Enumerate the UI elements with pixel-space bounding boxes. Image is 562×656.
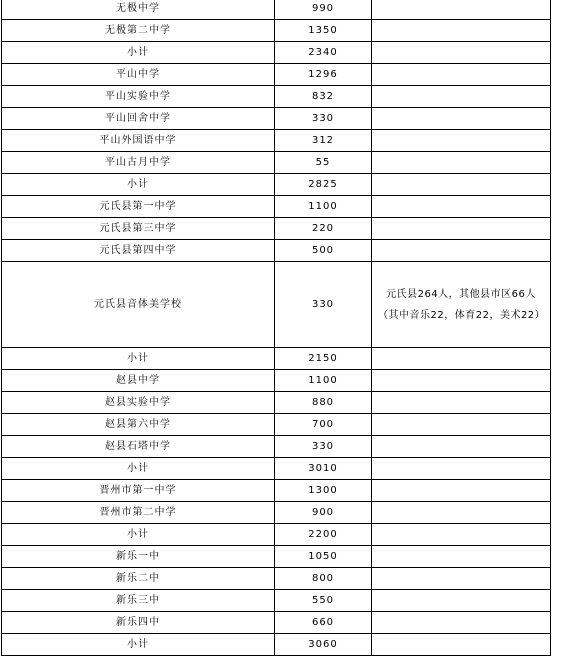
enrollment-count-cell: 55 (275, 152, 372, 174)
enrollment-count-cell: 3060 (275, 634, 372, 656)
table-row (2, 152, 551, 174)
school-name-cell: 新乐二中 (2, 568, 275, 590)
enrollment-count-cell: 330 (275, 436, 372, 458)
table-row (2, 86, 551, 108)
school-name-cell: 赵县中学 (2, 370, 275, 392)
remark-cell (372, 152, 551, 174)
enrollment-count-cell: 2150 (275, 348, 372, 370)
table-row (2, 436, 551, 458)
enrollment-count-cell: 1050 (275, 546, 372, 568)
enrollment-count-cell: 2340 (275, 42, 372, 64)
remark-cell (372, 612, 551, 634)
table-row (2, 20, 551, 42)
school-name-cell: 赵县石塔中学 (2, 436, 275, 458)
table-row (2, 262, 551, 348)
enrollment-count-cell: 660 (275, 612, 372, 634)
school-name-cell: 晋州市第一中学 (2, 480, 275, 502)
enrollment-count-cell: 800 (275, 568, 372, 590)
remark-cell (372, 218, 551, 240)
school-name-cell: 新乐四中 (2, 612, 275, 634)
enrollment-count-cell: 220 (275, 218, 372, 240)
table-row (2, 480, 551, 502)
enrollment-count-cell: 312 (275, 130, 372, 152)
table-row (2, 108, 551, 130)
enrollment-count-cell: 832 (275, 86, 372, 108)
school-name-cell: 元氏县第一中学 (2, 196, 275, 218)
school-name-cell: 小计 (2, 458, 275, 480)
enrollment-count-cell: 330 (275, 108, 372, 130)
subtotal-row (2, 348, 551, 370)
table-row (2, 218, 551, 240)
enrollment-count-cell: 500 (275, 240, 372, 262)
subtotal-row (2, 174, 551, 196)
enrollment-count-cell: 1100 (275, 370, 372, 392)
remark-cell (372, 392, 551, 414)
remark-cell (372, 436, 551, 458)
school-name-cell: 无极中学 (2, 0, 275, 20)
remark-cell (372, 348, 551, 370)
enrollment-table (1, 0, 551, 656)
remark-cell (372, 458, 551, 480)
school-name-cell: 元氏县音体美学校 (2, 262, 275, 348)
remark-cell (372, 86, 551, 108)
remark-cell (372, 524, 551, 546)
enrollment-count-cell: 3010 (275, 458, 372, 480)
school-name-cell: 新乐三中 (2, 590, 275, 612)
subtotal-row (2, 524, 551, 546)
table-row (2, 590, 551, 612)
school-name-cell: 平山古月中学 (2, 152, 275, 174)
school-name-cell: 平山外国语中学 (2, 130, 275, 152)
school-name-cell: 元氏县第三中学 (2, 218, 275, 240)
remark-cell (372, 64, 551, 86)
school-name-cell: 小计 (2, 634, 275, 656)
enrollment-count-cell: 1300 (275, 480, 372, 502)
table-row (2, 392, 551, 414)
school-name-cell: 小计 (2, 42, 275, 64)
subtotal-row (2, 634, 551, 656)
enrollment-count-cell: 900 (275, 502, 372, 524)
remark-cell (372, 480, 551, 502)
school-name-cell: 晋州市第二中学 (2, 502, 275, 524)
remark-cell (372, 370, 551, 392)
enrollment-count-cell: 2825 (275, 174, 372, 196)
remark-cell (372, 546, 551, 568)
remark-cell (372, 590, 551, 612)
school-name-cell: 新乐一中 (2, 546, 275, 568)
school-name-cell: 小计 (2, 524, 275, 546)
table-row (2, 546, 551, 568)
remark-cell (372, 502, 551, 524)
remark-cell (372, 414, 551, 436)
school-name-cell: 小计 (2, 174, 275, 196)
remark-cell (372, 174, 551, 196)
remark-cell (372, 240, 551, 262)
table-row (2, 0, 551, 20)
remark-cell (372, 20, 551, 42)
table-row (2, 64, 551, 86)
remark-cell (372, 196, 551, 218)
table-row (2, 414, 551, 436)
school-name-cell: 平山实验中学 (2, 86, 275, 108)
table-row (2, 502, 551, 524)
school-name-cell: 赵县实验中学 (2, 392, 275, 414)
subtotal-row (2, 42, 551, 64)
remark-cell: 元氏县264人，其他县市区66人（其中音乐22，体育22，美术22） (372, 262, 551, 348)
enrollment-count-cell: 880 (275, 392, 372, 414)
enrollment-count-cell: 2200 (275, 524, 372, 546)
table-row (2, 196, 551, 218)
table-row (2, 568, 551, 590)
table-row (2, 370, 551, 392)
enrollment-count-cell: 550 (275, 590, 372, 612)
remark-cell (372, 568, 551, 590)
school-name-cell: 小计 (2, 348, 275, 370)
school-name-cell: 赵县第六中学 (2, 414, 275, 436)
enrollment-count-cell: 700 (275, 414, 372, 436)
remark-cell (372, 130, 551, 152)
enrollment-count-cell: 330 (275, 262, 372, 348)
school-name-cell: 平山中学 (2, 64, 275, 86)
enrollment-count-cell: 1100 (275, 196, 372, 218)
school-name-cell: 元氏县第四中学 (2, 240, 275, 262)
enrollment-count-cell: 990 (275, 0, 372, 20)
remark-cell (372, 0, 551, 20)
table-row (2, 130, 551, 152)
remark-cell (372, 108, 551, 130)
enrollment-count-cell: 1296 (275, 64, 372, 86)
table-row (2, 612, 551, 634)
school-name-cell: 无极第二中学 (2, 20, 275, 42)
table-row (2, 240, 551, 262)
table-body (2, 0, 551, 656)
school-name-cell: 平山回舍中学 (2, 108, 275, 130)
subtotal-row (2, 458, 551, 480)
remark-cell (372, 634, 551, 656)
remark-cell (372, 42, 551, 64)
enrollment-count-cell: 1350 (275, 20, 372, 42)
